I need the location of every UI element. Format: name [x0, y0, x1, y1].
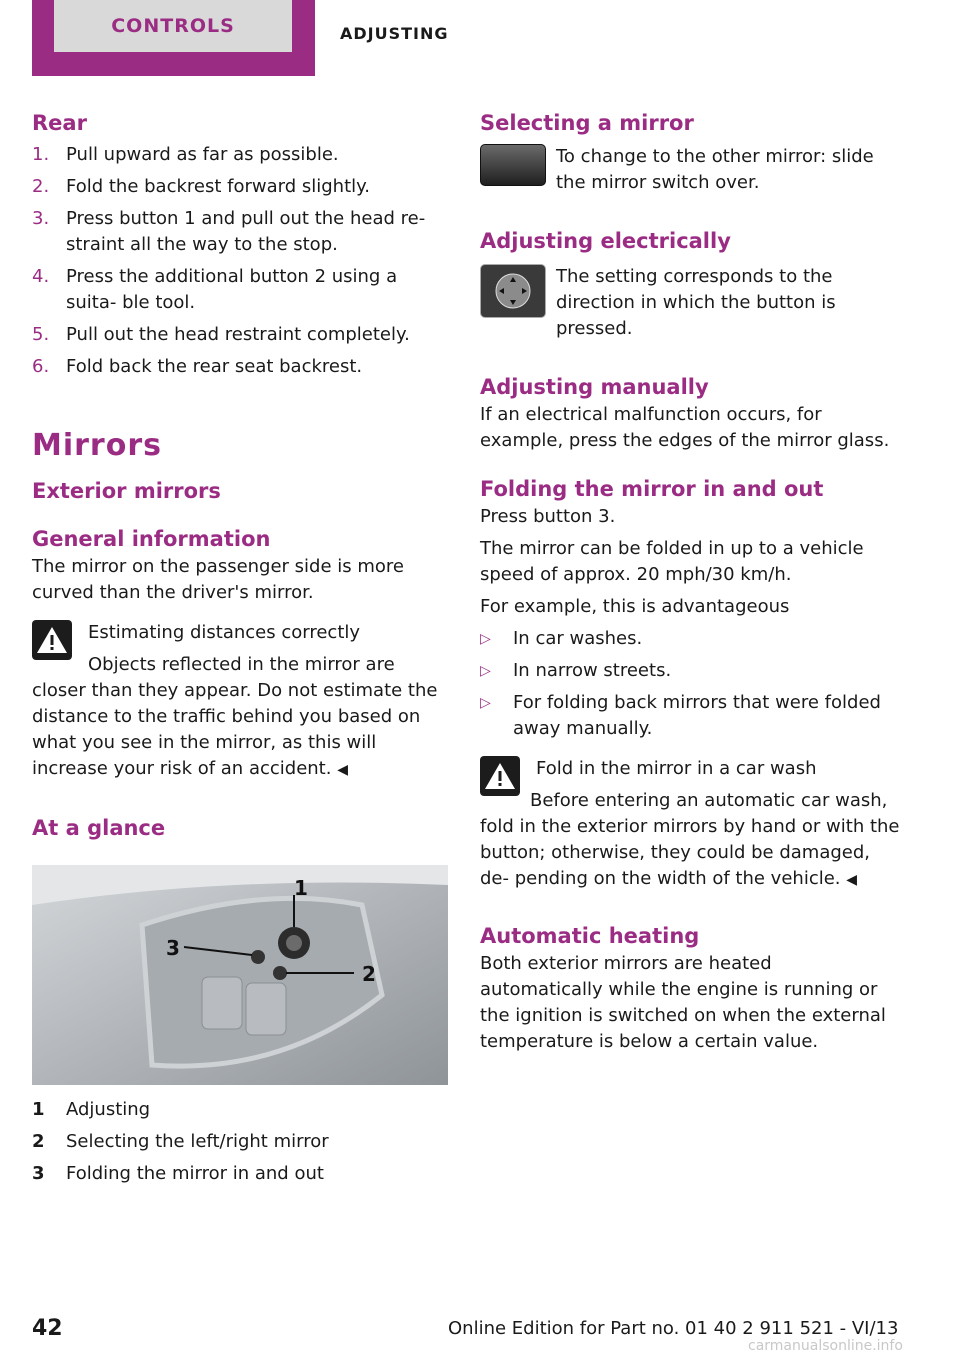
photo-label-1: 1	[294, 876, 308, 900]
end-mark-icon: ◀	[846, 872, 858, 888]
chapter-tab-label: CONTROLS	[54, 0, 292, 52]
warning-icon	[32, 620, 72, 660]
chapter-tab	[32, 0, 315, 76]
adjusting-manually-text: If an electrical malfunction occurs, for example, press the edges of the mirror glass.	[480, 404, 890, 451]
right-column	[480, 108, 900, 1055]
selecting-mirror-text: To change to the other mirror: slide the mirror switch over.	[556, 146, 874, 193]
at-a-glance-heading: At a glance	[32, 816, 166, 840]
warning-text: Objects reflected in the mirror are closer than they appear. Do not estimate the distance to the traffic behind you based on what you see in the mirror, as this will increase your risk of an accident. ◀	[32, 654, 438, 779]
legend-item: 3 Folding the mirror in and out	[32, 1163, 324, 1184]
legend-item: 2 Selecting the left/right mirror	[32, 1131, 329, 1152]
rear-steps	[32, 142, 448, 380]
warning-title: Fold in the mirror in a car wash	[536, 758, 817, 779]
general-info-heading: General information	[32, 527, 271, 551]
adjusting-electrically-text: The setting corresponds to the direction in which the button is pressed.	[556, 266, 836, 339]
legend-item: 1 Adjusting	[32, 1099, 151, 1120]
selecting-mirror-heading: Selecting a mirror	[480, 111, 694, 135]
bullet-icon: ▷	[480, 695, 491, 711]
list-item: 3. Press button 1 and pull out the head re‐ straint all the way to the stop.	[32, 208, 426, 255]
bullet-icon: ▷	[480, 631, 491, 647]
mirrors-heading: Mirrors	[32, 428, 162, 463]
warning-text: Before entering an automatic car wash, fold in the exterior mirrors by hand or with the button; otherwise, they could be damaged, de‐ pending on the width of the vehicle. ◀	[480, 790, 900, 889]
photo-label-2: 2	[362, 962, 376, 986]
edition-note: Online Edition for Part no. 01 40 2 911 521 - VI/13	[448, 1318, 899, 1339]
adjusting-electrically-heading: Adjusting electrically	[480, 229, 731, 253]
warning-block	[480, 756, 900, 893]
general-info-text: The mirror on the passenger side is more curved than the driver's mirror.	[32, 556, 405, 603]
folding-text-1: Press button 3.	[480, 506, 616, 527]
list-item: ▷ In car washes.	[480, 626, 900, 652]
list-item: 1. Pull upward as far as possible.	[32, 144, 339, 165]
photo-label-3: 3	[166, 936, 180, 960]
warning-block	[32, 620, 448, 783]
left-column	[32, 108, 448, 1193]
adjusting-electrically-block	[480, 264, 900, 342]
folding-heading: Folding the mirror in and out	[480, 477, 824, 501]
exterior-mirrors-heading: Exterior mirrors	[32, 479, 221, 503]
folding-text-2: The mirror can be folded in up to a vehicle speed of approx. 20 mph/30 km/h.	[480, 538, 864, 585]
mirror-switch-icon	[480, 144, 546, 186]
automatic-heating-text: Both exterior mirrors are heated automatically while the engine is running or the ignition is switched on when the external temperature is below a certain value.	[480, 953, 886, 1052]
page-number: 42	[32, 1316, 63, 1341]
list-item: ▷ In narrow streets.	[480, 658, 900, 684]
list-item: 4. Press the additional button 2 using a suita‐ ble tool.	[32, 266, 398, 313]
direction-button-icon	[480, 264, 546, 318]
warning-title: Estimating distances correctly	[88, 622, 361, 643]
automatic-heating-heading: Automatic heating	[480, 924, 700, 948]
bullet-icon: ▷	[480, 663, 491, 679]
rear-heading: Rear	[32, 111, 87, 135]
photo-legend	[32, 1097, 448, 1187]
folding-bullets	[480, 626, 900, 742]
list-item: ▷ For folding back mirrors that were folded away manually.	[480, 690, 900, 742]
selecting-mirror-block	[480, 144, 900, 196]
end-mark-icon: ◀	[337, 762, 348, 778]
list-item: 6. Fold back the rear seat backrest.	[32, 356, 363, 377]
adjusting-manually-heading: Adjusting manually	[480, 375, 709, 399]
mirror-controls-photo	[32, 865, 448, 1085]
section-title: ADJUSTING	[340, 24, 449, 43]
watermark: carmanualsonline.info	[748, 1338, 903, 1354]
warning-icon	[480, 756, 520, 796]
list-item: 5. Pull out the head restraint completely.	[32, 324, 410, 345]
list-item: 2. Fold the backrest forward slightly.	[32, 176, 370, 197]
folding-text-3: For example, this is advantageous	[480, 596, 790, 617]
